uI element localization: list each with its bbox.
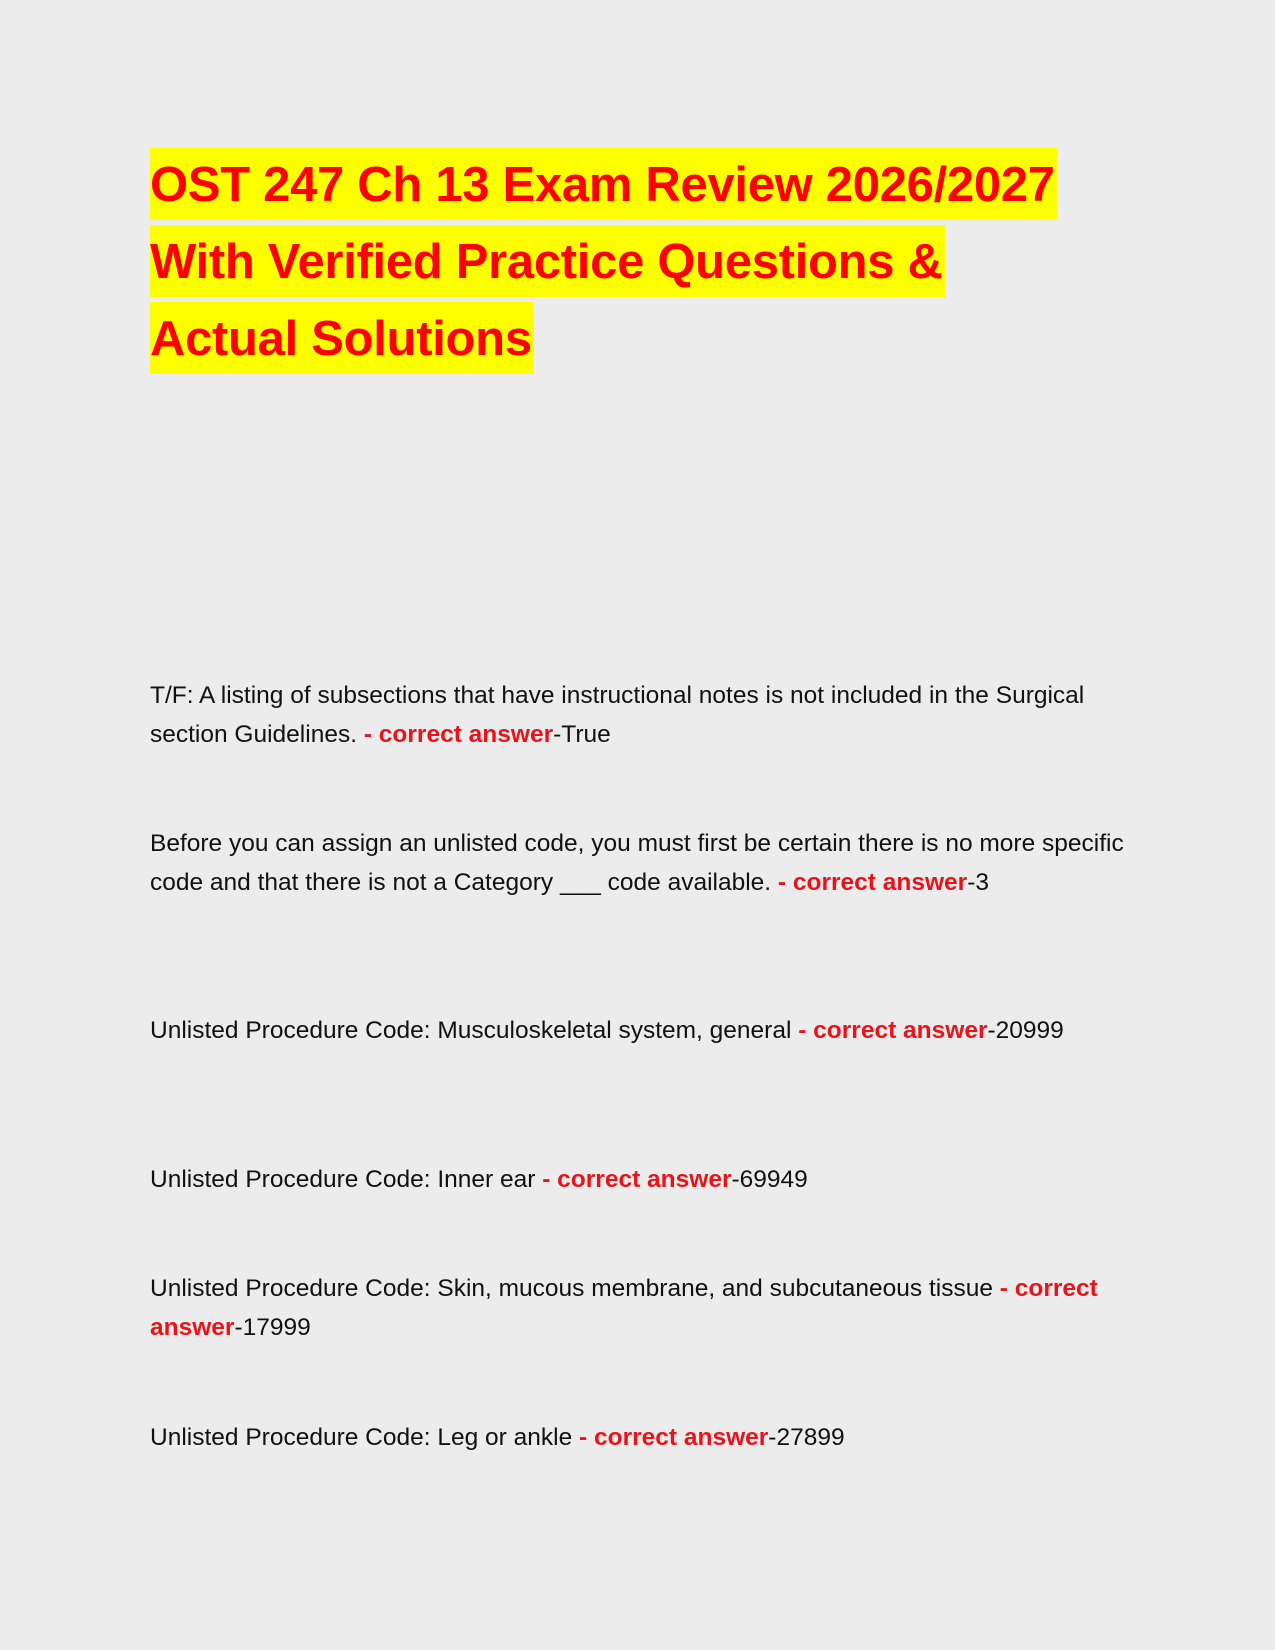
correct-answer-label: - correct answer [542,1166,732,1193]
qa-item [150,1161,1130,1200]
correct-answer-label: - correct answer [579,1424,769,1451]
title-line-2: With Verified Practice Questions & [150,225,945,297]
question-text: Before you can assign an unlisted code, you must first be certain there is no more specific code and that there is not a Category ___ code available. [150,830,1124,896]
document-title [150,148,1150,379]
answer-text: -69949 [731,1166,808,1193]
answer-text: -20999 [987,1017,1064,1044]
answer-text: -17999 [234,1313,311,1341]
question-text: Unlisted Procedure Code: Skin, mucous membrane, and subcutaneous tissue [150,1275,1000,1302]
correct-answer-label: - correct answer [363,720,554,748]
qa-item [150,825,1130,902]
correct-answer-label: - correct answer [150,1275,1098,1341]
title-line-1: OST 247 Ch 13 Exam Review 2026/2027 [150,148,1057,220]
question-text: Unlisted Procedure Code: Musculoskeletal system, general [150,1017,799,1044]
answer-text: -27899 [768,1424,845,1451]
qa-item [150,1012,1130,1051]
answer-text: -3 [967,868,989,896]
qa-item [150,677,1130,754]
question-text: Unlisted Procedure Code: Inner ear [150,1166,543,1193]
title-line-3: Actual Solutions [150,302,534,374]
question-text: Unlisted Procedure Code: Leg or ankle [150,1424,580,1451]
qa-item [150,1270,1130,1347]
qa-item [150,1419,1130,1458]
correct-answer-label: - correct answer [777,868,968,896]
correct-answer-label: - correct answer [798,1017,988,1044]
answer-text: -True [553,720,611,748]
question-text: T/F: A listing of subsections that have instructional notes is not included in the Surgical section Guidelines. [150,682,1085,748]
